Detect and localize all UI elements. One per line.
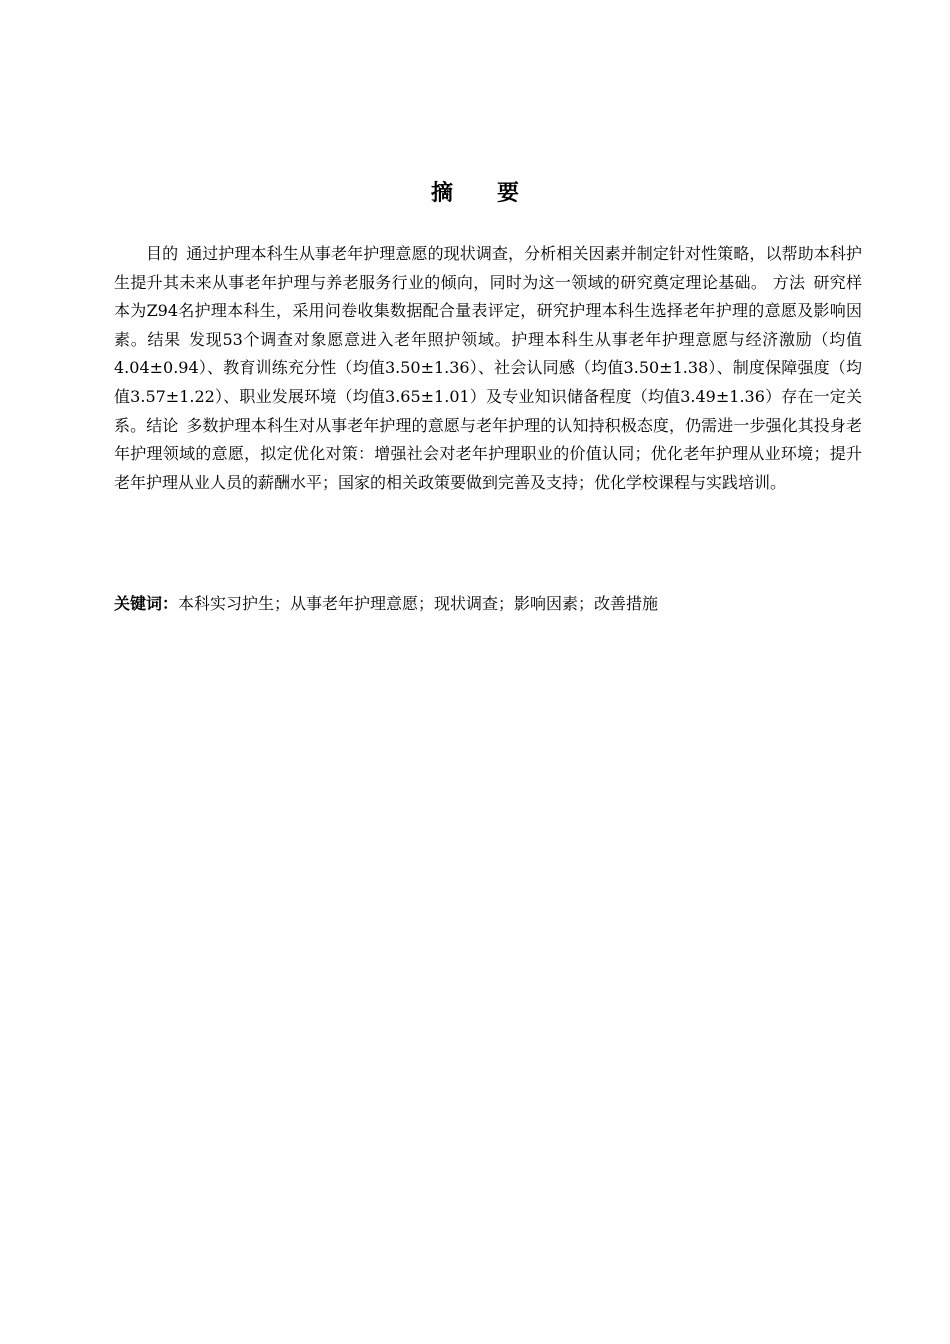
objective-label: 目的 xyxy=(146,244,179,263)
keywords-text: 本科实习护生；从事老年护理意愿；现状调查；影响因素；改善措施 xyxy=(178,594,659,613)
keywords-line xyxy=(114,590,862,618)
method-text: 研究样本为Z94名护理本科生，采用问卷收集数据配合量表评定，研究护理本科生选择老年护理的意愿及影响因素。 xyxy=(114,272,862,349)
result-label: 结果 xyxy=(147,329,181,349)
conclusion-text: 多数护理本科生对从事老年护理的意愿与老年护理的认知持积极态度，仍需进一步强化其投身老年护理领域的意愿，拟定优化对策：增强社会对老年护理职业的价值认同；优化老年护理从业环境；提升老年护理从业人员的薪酬水平；国家的相关政策要做到完善及支持；优化学校课程与实践培训。 xyxy=(114,415,862,492)
keywords-label: 关键词： xyxy=(114,594,179,613)
page-title xyxy=(0,176,950,207)
abstract-paragraph xyxy=(114,240,862,497)
title-char-1: 摘 xyxy=(430,181,453,206)
title-char-2: 要 xyxy=(497,181,520,206)
result-text: 发现53个调查对象愿意进入老年照护领域。护理本科生从事老年护理意愿与经济激励（均值4.04±0.94）、教育训练充分性（均值3.50±1.36）、社会认同感（均值3.50±1.38）、制度保障强度（均值3.57±1.22）、职业发展环境（均值3.65±1.01）及专业知识储备程度（均值3.49±1.36）存在一定关系。 xyxy=(114,329,862,435)
method-label: 方法 xyxy=(772,272,806,292)
conclusion-label: 结论 xyxy=(146,415,179,435)
objective-text: 通过护理本科生从事老年护理意愿的现状调查，分析相关因素并制定针对性策略，以帮助本科护生提升其未来从事老年护理与养老服务行业的倾向，同时为这一领域的研究奠定理论基础。 xyxy=(114,244,862,292)
